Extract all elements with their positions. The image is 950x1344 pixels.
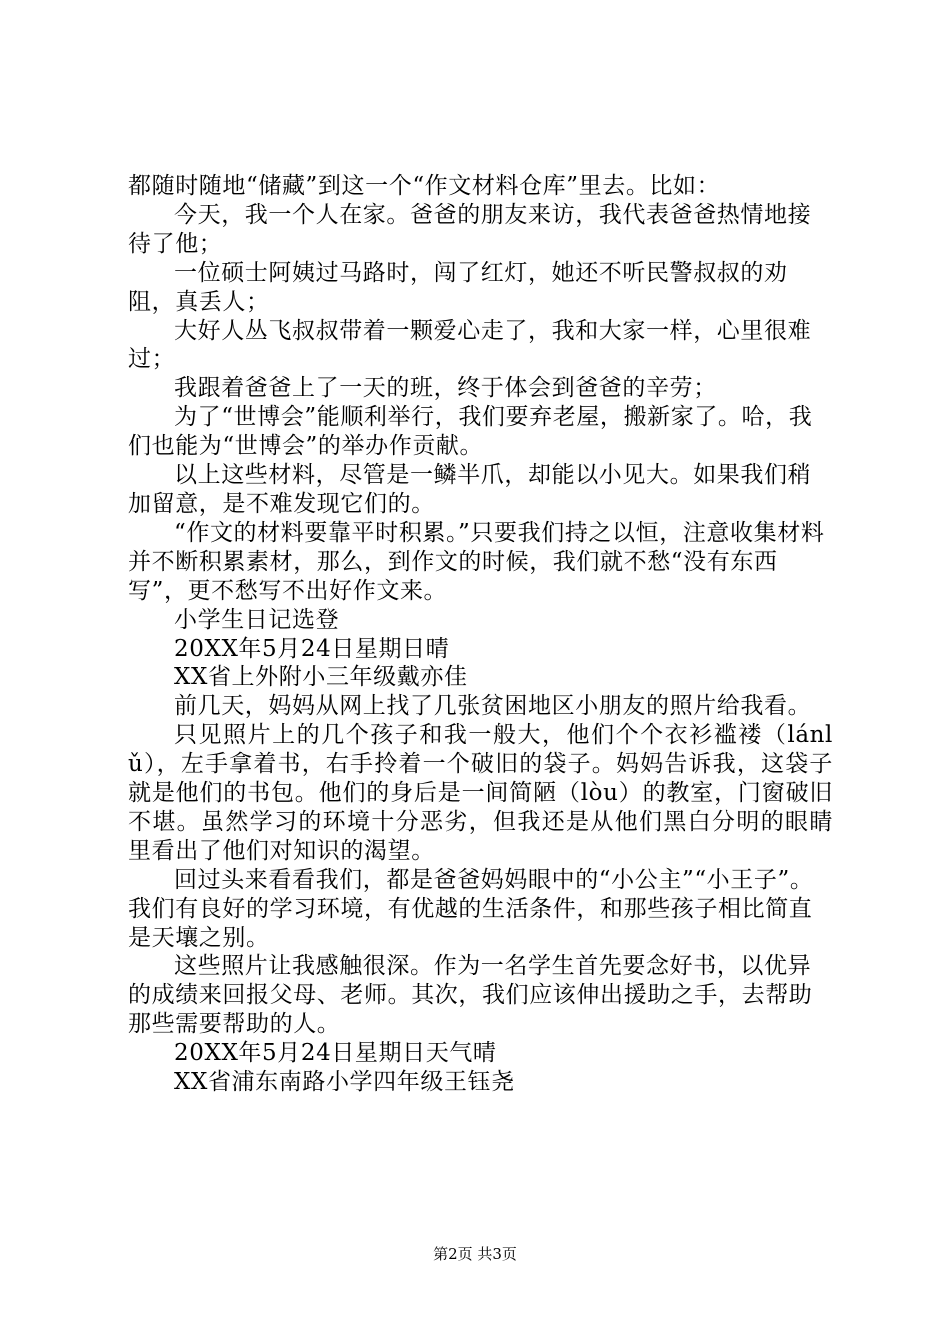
document-body <box>128 172 833 1097</box>
paragraph-1: 都随时随地“储藏”到这一个“作文材料仓库”里去。比如： <box>128 173 721 199</box>
paragraph-12: 前几天，妈妈从网上找了几张贫困地区小朋友的照片给我看。 <box>174 693 812 720</box>
diary-author-1: XX省上外附小三年级戴亦佳 <box>174 664 468 691</box>
paragraph-8: “作文的材料要靠平时积累。”只要我们持之以恒，注意收集材料并不断积累素材，那么，到作文的时候，我们就不愁“没有东西写”，更不愁写不出好作文来。 <box>128 519 825 604</box>
paragraph-6: 为了“世博会”能顺利举行，我们要弃老屋，搬新家了。哈，我们也能为“世博会”的举办作贡献。 <box>128 404 813 460</box>
page-footer <box>0 1244 950 1264</box>
paragraph-5: 我跟着爸爸上了一天的班，终于体会到爸爸的辛劳； <box>174 375 717 402</box>
paragraph-4: 大好人丛飞叔叔带着一颗爱心走了，我和大家一样，心里很难过； <box>128 317 812 373</box>
paragraph-3: 一位硕士阿姨过马路时，闯了红灯，她还不听民警叔叔的劝阻，真丢人； <box>128 259 788 315</box>
paragraph-2: 今天，我一个人在家。爸爸的朋友来访，我代表爸爸热情地接待了他； <box>128 201 812 257</box>
paragraph-13: 只见照片上的几个孩子和我一般大，他们个个衣衫褴褛（lánlǔ），左手拿着书，右手拎着一个破旧的袋子。妈妈告诉我，这袋子就是他们的书包。他们的身后是一间简陋（lòu）的教室，门窗破旧不堪。虽然学习的环境十分恶劣，但我还是从他们黑白分明的眼睛里看出了他们对知识的渴望。 <box>128 722 833 864</box>
diary-date-1: 20XX年5月24日星期日晴 <box>174 635 450 662</box>
page-number: 第2页 共3页 <box>433 1245 517 1263</box>
diary-date-2: 20XX年5月24日星期日天气晴 <box>174 1040 497 1067</box>
paragraph-15: 这些照片让我感触很深。作为一名学生首先要念好书，以优异的成绩来回报父母、老师。其次，我们应该伸出援助之手，去帮助那些需要帮助的人。 <box>128 953 813 1038</box>
paragraph-14: 回过头来看看我们，都是爸爸妈妈眼中的“小公主”“小王子”。我们有良好的学习环境，有优越的生活条件，和那些孩子相比简直是天壤之别。 <box>128 866 814 951</box>
diary-author-2: XX省浦东南路小学四年级王钰尧 <box>174 1069 515 1096</box>
paragraph-7: 以上这些材料，尽管是一鳞半爪，却能以小见大。如果我们稍加留意，是不难发现它们的。 <box>128 462 812 517</box>
diary-section-title: 小学生日记选登 <box>174 606 340 633</box>
